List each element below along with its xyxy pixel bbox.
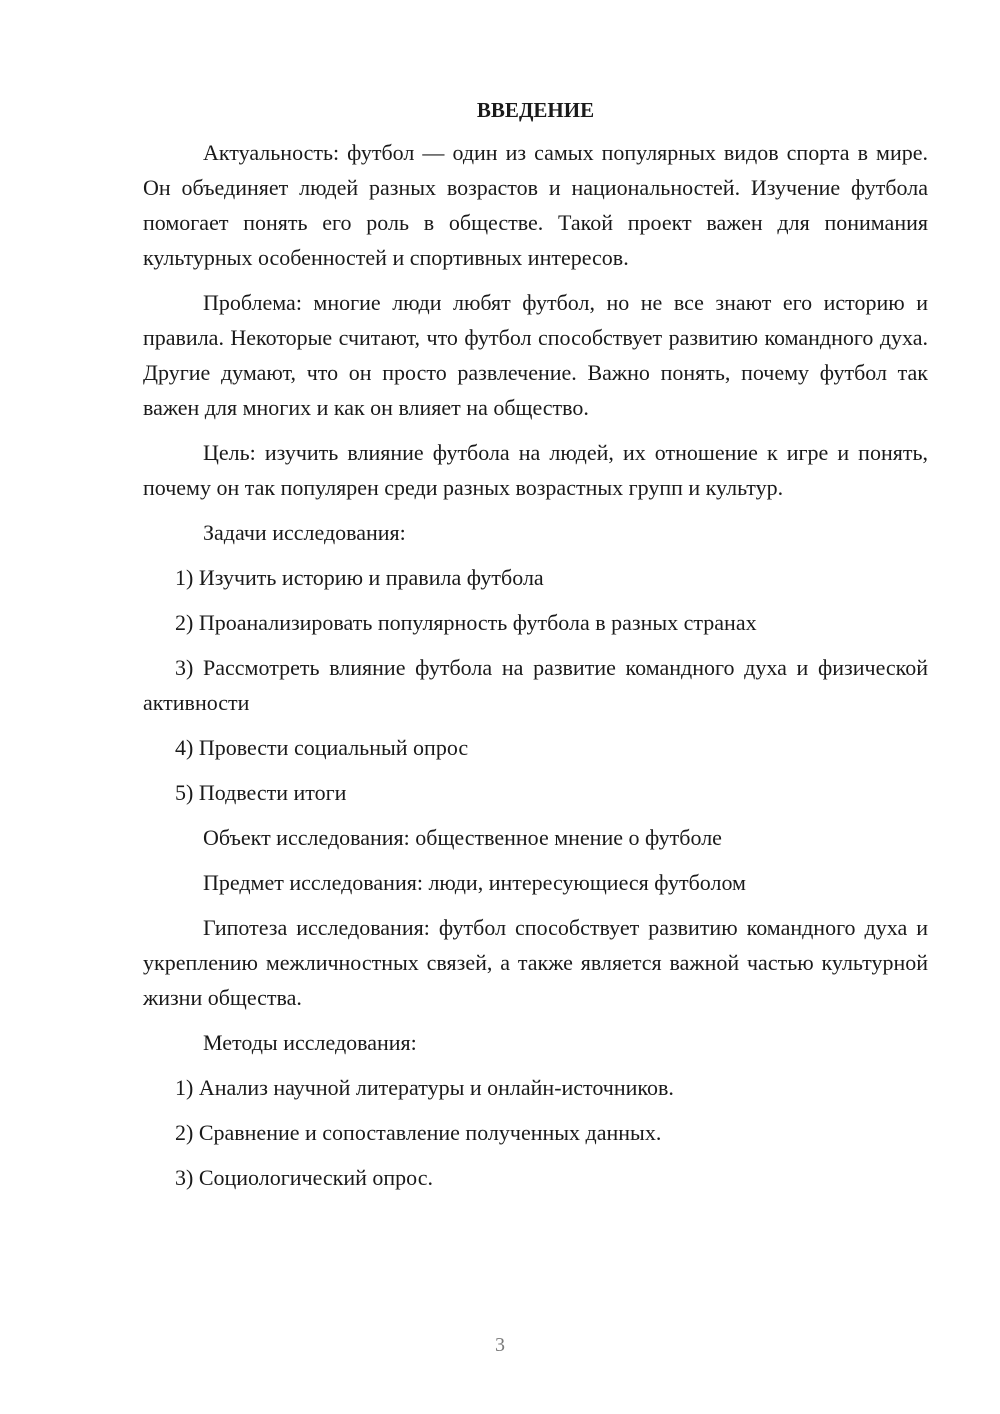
task-item: 3) Рассмотреть влияние футбола на развитие командного духа и физической активности [143, 655, 928, 715]
document-page [143, 95, 928, 1205]
subject-line: Предмет исследования: люди, интересующиеся футболом [203, 870, 746, 895]
page-number: 3 [495, 1334, 505, 1356]
task-item: 1) Изучить историю и правила футбола [175, 565, 544, 590]
method-item: 1) Анализ научной литературы и онлайн-источников. [175, 1075, 674, 1100]
object-line: Объект исследования: общественное мнение о футболе [203, 825, 722, 850]
problem-paragraph: Проблема: многие люди любят футбол, но не все знают его историю и правила. Некоторые считают, что футбол способствует развитию командного духа. Другие думают, что он просто развлечение. Важно понять, почему футбол так важен для многих и как он влияет на общество. [143, 290, 928, 420]
task-item: 4) Провести социальный опрос [175, 735, 469, 760]
methods-heading: Методы исследования: [203, 1030, 417, 1055]
relevance-paragraph: Актуальность: футбол — один из самых популярных видов спорта в мире. Он объединяет людей разных возрастов и национальностей. Изучение футбола помогает понять его роль в обществе. Такой проект важен для понимания культурных особенностей и спортивных интересов. [143, 140, 928, 270]
section-title: ВВЕДЕНИЕ [476, 98, 595, 122]
method-item: 3) Социологический опрос. [175, 1165, 433, 1190]
tasks-heading: Задачи исследования: [203, 520, 406, 545]
hypothesis-paragraph: Гипотеза исследования: футбол способствует развитию командного духа и укреплению межличностных связей, а также является важной частью культурной жизни общества. [143, 915, 928, 1010]
goal-paragraph: Цель: изучить влияние футбола на людей, их отношение к игре и понять, почему он так популярен среди разных возрастных групп и культур. [143, 440, 928, 500]
method-item: 2) Сравнение и сопоставление полученных данных. [175, 1120, 662, 1145]
task-item: 5) Подвести итоги [175, 780, 347, 805]
task-item: 2) Проанализировать популярность футбола в разных странах [175, 610, 757, 635]
